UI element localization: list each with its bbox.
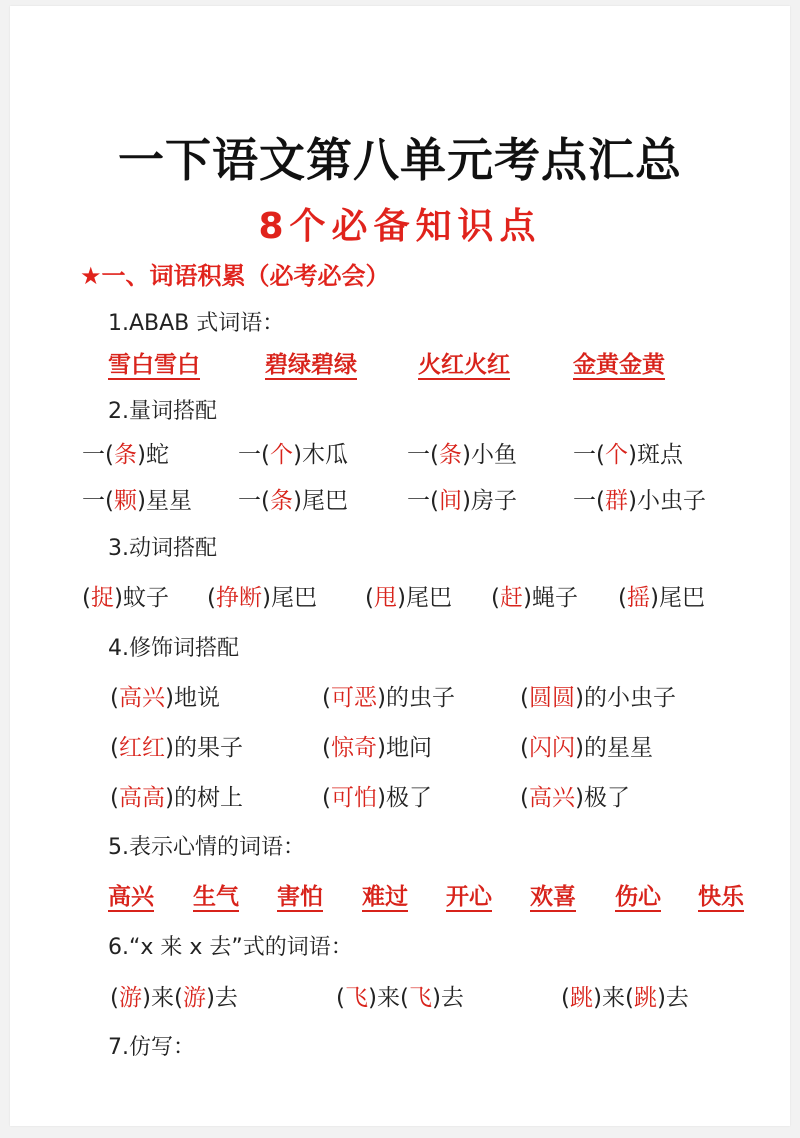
verb-pair: (甩)尾巴 — [365, 585, 452, 611]
modifier-pair: (高兴)极了 — [520, 785, 630, 811]
measure-pair: 一(条)尾巴 — [238, 488, 348, 514]
measure-pair: 一(间)房子 — [407, 488, 517, 514]
modifier-pair: (可恶)的虫子 — [322, 685, 455, 711]
modifier-pair: (惊奇)地问 — [322, 735, 432, 761]
measure-pair: 一(群)小虫子 — [573, 488, 706, 514]
item-1-label: 1.ABAB 式词语： — [108, 311, 285, 336]
page-subtitle: 8个必备知识点 — [258, 206, 542, 247]
measure-pair: 一(条)蛇 — [82, 442, 169, 468]
come-go-pair: (游)来(游)去 — [110, 985, 238, 1011]
item-3-label: 3.动词搭配 — [108, 536, 217, 561]
abab-word: 碧绿碧绿 — [265, 352, 357, 378]
modifier-pair: (可怕)极了 — [322, 785, 432, 811]
emotion-word: 快乐 — [698, 884, 744, 910]
document-page — [10, 6, 790, 1126]
emotion-word: 生气 — [193, 884, 239, 910]
emotion-word: 欢喜 — [530, 884, 576, 910]
item-7-label: 7.仿写： — [108, 1035, 195, 1060]
page-title: 一下语文第八单元考点汇总 — [118, 133, 682, 187]
modifier-pair: (红红)的果子 — [110, 735, 243, 761]
come-go-pair: (跳)来(跳)去 — [561, 985, 689, 1011]
section-heading-text: 一、词语积累（必考必会） — [101, 262, 390, 290]
measure-pair: 一(个)木瓜 — [238, 442, 348, 468]
section-heading — [80, 256, 390, 291]
abab-word: 金黄金黄 — [573, 352, 665, 378]
item-2-label: 2.量词搭配 — [108, 399, 217, 424]
verb-pair: (挣断)尾巴 — [207, 585, 317, 611]
verb-pair: (摇)尾巴 — [618, 585, 705, 611]
emotion-word: 开心 — [446, 884, 492, 910]
abab-word: 雪白雪白 — [108, 352, 200, 378]
star-icon: ★ — [80, 262, 102, 290]
item-6-label: 6.“x 来 x 去”式的词语： — [108, 935, 353, 960]
item-5-label: 5.表示心情的词语： — [108, 835, 305, 860]
verb-pair: (赶)蝇子 — [491, 585, 578, 611]
measure-pair: 一(个)斑点 — [573, 442, 683, 468]
modifier-pair: (高兴)地说 — [110, 685, 220, 711]
item-4-label: 4.修饰词搭配 — [108, 636, 239, 661]
modifier-pair: (圆圆)的小虫子 — [520, 685, 676, 711]
modifier-pair: (闪闪)的星星 — [520, 735, 653, 761]
measure-pair: 一(颗)星星 — [82, 488, 192, 514]
verb-pair: (捉)蚊子 — [82, 585, 169, 611]
measure-pair: 一(条)小鱼 — [407, 442, 517, 468]
abab-word: 火红火红 — [418, 352, 510, 378]
emotion-word: 难过 — [362, 884, 408, 910]
emotion-word: 高兴 — [108, 884, 154, 910]
modifier-pair: (高高)的树上 — [110, 785, 243, 811]
emotion-word: 害怕 — [277, 884, 323, 910]
come-go-pair: (飞)来(飞)去 — [336, 985, 464, 1011]
emotion-word: 伤心 — [615, 884, 661, 910]
